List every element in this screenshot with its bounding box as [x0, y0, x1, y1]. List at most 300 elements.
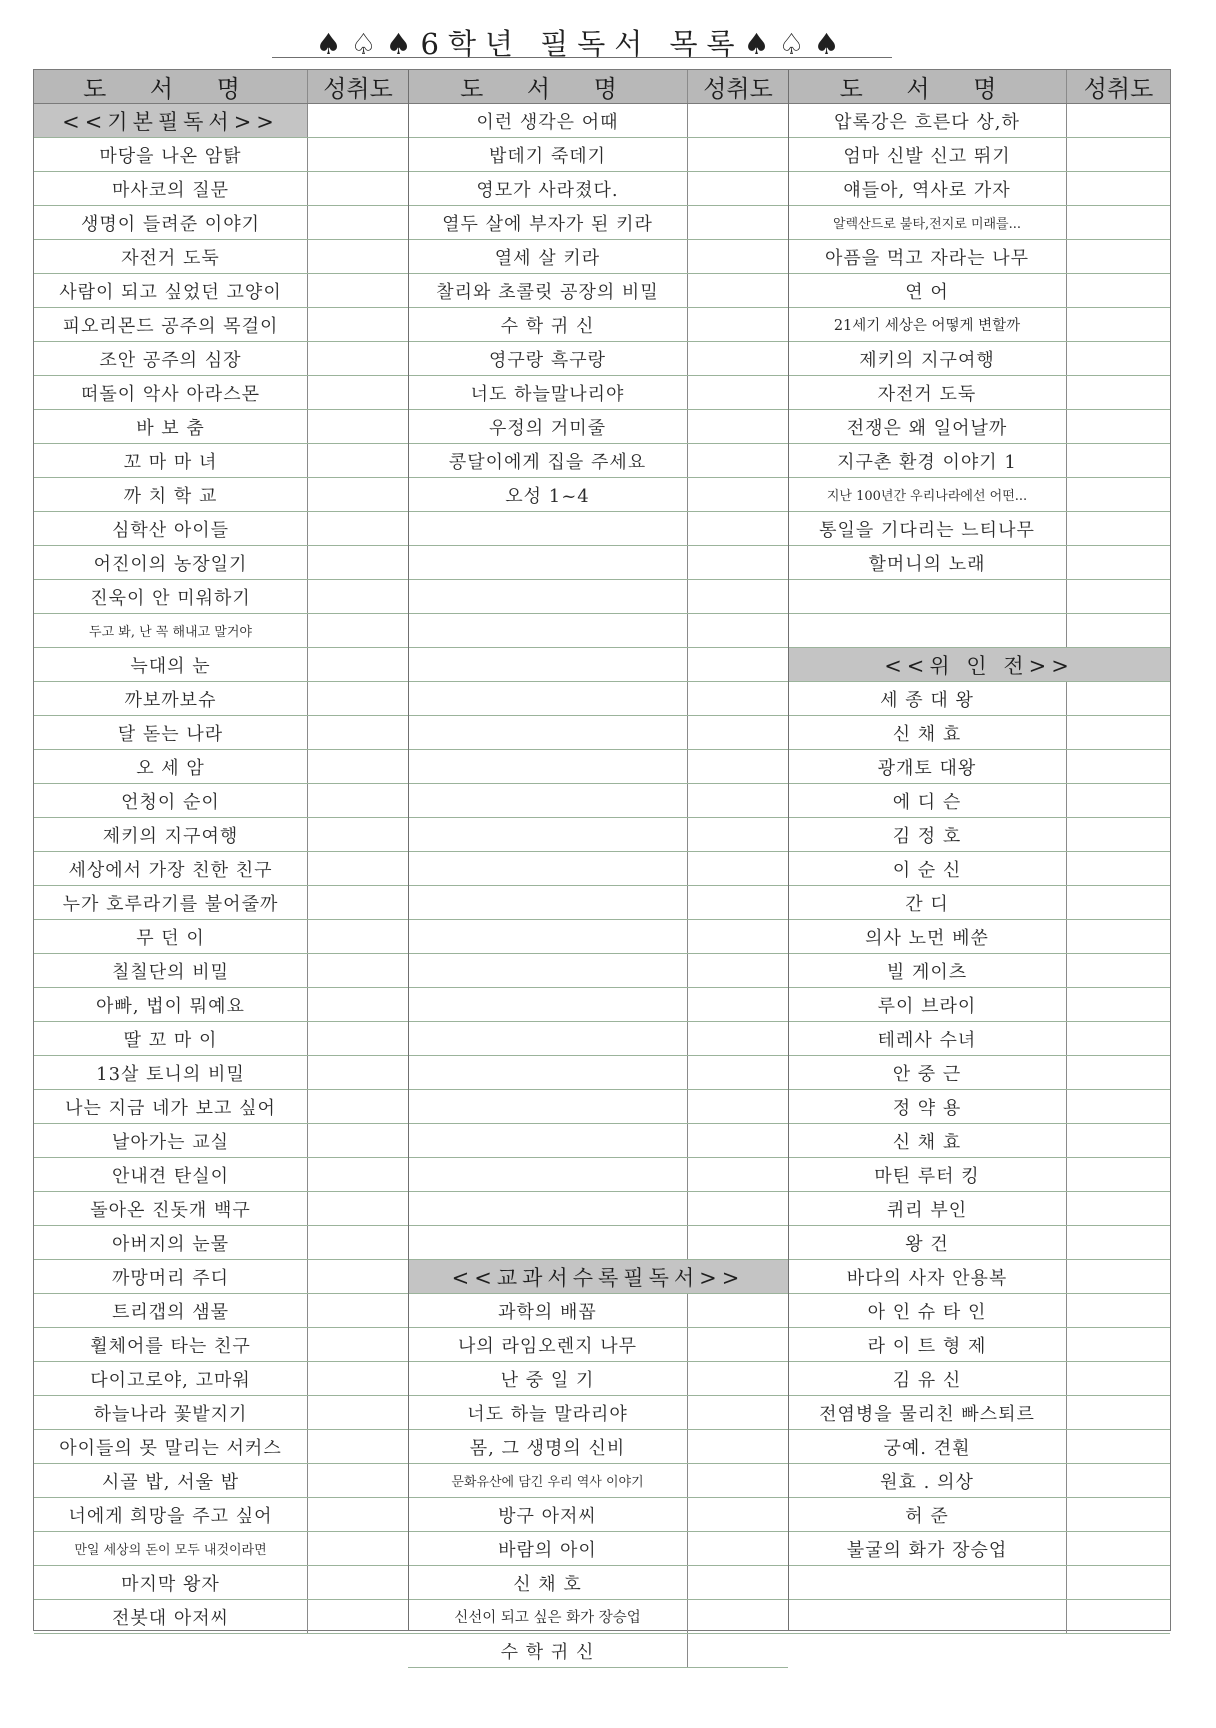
achievement-cell[interactable]: [1066, 1498, 1170, 1531]
achievement-cell[interactable]: [687, 308, 788, 341]
achievement-cell[interactable]: [687, 682, 788, 715]
achievement-cell[interactable]: [307, 682, 408, 715]
table-row: [788, 852, 1170, 886]
book-column-3: [788, 70, 1170, 1630]
table-row: [408, 1396, 788, 1430]
table-row: [408, 1532, 788, 1566]
achievement-cell[interactable]: [687, 478, 788, 511]
book-title: 열두 살에 부자가 된 키라: [442, 213, 653, 235]
table-row: [408, 1600, 788, 1634]
book-title: 아빠, 법이 뭐예요: [96, 995, 245, 1017]
table-row: [408, 410, 788, 444]
section-title: <<기본필독서>>: [62, 109, 279, 134]
achievement-cell[interactable]: [1066, 1158, 1170, 1191]
table-row: [34, 308, 408, 342]
page-title: ♠♤♠6학년 필독서 목록♠♤♠: [315, 27, 849, 61]
achievement-cell[interactable]: [687, 954, 788, 987]
book-title: 너도 하늘 말라리야: [467, 1403, 628, 1425]
book-title: 안내견 탄실이: [111, 1165, 230, 1187]
table-row: [408, 1124, 788, 1158]
book-title: 전염병을 물리친 빠스퇴르: [819, 1403, 1035, 1425]
empty-title-cell: [788, 1600, 1066, 1633]
achievement-cell[interactable]: [307, 1158, 408, 1191]
table-row: [408, 1158, 788, 1192]
achievement-cell[interactable]: [1066, 988, 1170, 1021]
book-title: 김 정 호: [892, 825, 962, 847]
achievement-cell[interactable]: [1066, 614, 1170, 647]
book-title: 신 채 효: [892, 1131, 962, 1153]
table-row: [788, 1396, 1170, 1430]
table-row: [34, 886, 408, 920]
achievement-cell[interactable]: [687, 1600, 788, 1633]
book-title: 테레사 수녀: [877, 1029, 977, 1051]
empty-title-cell: [408, 1226, 687, 1259]
achievement-cell[interactable]: [307, 1192, 408, 1225]
book-title: 칠칠단의 비밀: [111, 961, 230, 983]
achievement-cell[interactable]: [307, 1328, 408, 1361]
book-title: 어진이의 농장일기: [93, 553, 248, 575]
table-row: [788, 1226, 1170, 1260]
table-row: [788, 1498, 1170, 1532]
book-title: 21세기 세상은 어떻게 변할까: [833, 318, 1021, 334]
achievement-cell[interactable]: [687, 818, 788, 851]
table-row: [408, 920, 788, 954]
table-row: [408, 886, 788, 920]
table-row: [408, 784, 788, 818]
table-row: [408, 104, 788, 138]
achievement-cell[interactable]: [307, 1498, 408, 1531]
book-title: 휠체어를 타는 친구: [90, 1335, 251, 1357]
table-row: [408, 546, 788, 580]
achievement-cell[interactable]: [307, 1430, 408, 1463]
book-title: 지구촌 환경 이야기 1: [837, 451, 1017, 473]
table-row: [34, 1430, 408, 1464]
achievement-cell[interactable]: [1066, 818, 1170, 851]
achievement-cell[interactable]: [1066, 920, 1170, 953]
achievement-cell[interactable]: [307, 818, 408, 851]
book-title: 열세 살 키라: [494, 247, 601, 269]
achievement-cell[interactable]: [687, 920, 788, 953]
achievement-cell[interactable]: [1066, 410, 1170, 443]
achievement-cell[interactable]: [1066, 444, 1170, 477]
achievement-cell[interactable]: [1066, 478, 1170, 511]
achievement-cell[interactable]: [307, 784, 408, 817]
achievement-cell[interactable]: [687, 172, 788, 205]
achievement-cell[interactable]: [687, 1090, 788, 1123]
table-row: [34, 1192, 408, 1226]
achievement-cell[interactable]: [1066, 376, 1170, 409]
table-row: [408, 682, 788, 716]
table-row: [34, 138, 408, 172]
achievement-cell[interactable]: [307, 274, 408, 307]
table-row: [788, 274, 1170, 308]
achievement-cell[interactable]: [1066, 342, 1170, 375]
table-row: [408, 750, 788, 784]
table-row: [788, 1532, 1170, 1566]
table-row: [408, 1362, 788, 1396]
empty-title-cell: [408, 546, 687, 579]
table-row: [788, 546, 1170, 580]
achievement-cell[interactable]: [687, 614, 788, 647]
achievement-cell[interactable]: [1066, 138, 1170, 171]
section-header-row: [788, 648, 1170, 682]
empty-title-cell: [408, 512, 687, 545]
book-title: 언청이 순이: [121, 791, 220, 813]
column-divider: [788, 70, 789, 1630]
empty-title-cell: [408, 1158, 687, 1191]
achievement-cell[interactable]: [1066, 1362, 1170, 1395]
achievement-cell[interactable]: [1066, 1090, 1170, 1123]
achievement-cell[interactable]: [307, 1464, 408, 1497]
table-row: [788, 1090, 1170, 1124]
achievement-cell[interactable]: [307, 954, 408, 987]
achievement-cell[interactable]: [687, 784, 788, 817]
achievement-cell[interactable]: [687, 1022, 788, 1055]
book-title: 심학산 아이들: [111, 519, 230, 541]
achievement-cell[interactable]: [1066, 1328, 1170, 1361]
achievement-cell[interactable]: [687, 1124, 788, 1157]
achievement-cell[interactable]: [687, 648, 788, 681]
achievement-cell[interactable]: [307, 648, 408, 681]
table-row: [788, 988, 1170, 1022]
achievement-cell[interactable]: [1066, 1056, 1170, 1089]
achievement-cell[interactable]: [307, 1056, 408, 1089]
book-title: 딸 꼬 마 이: [123, 1029, 218, 1051]
achievement-cell[interactable]: [307, 580, 408, 613]
book-title: 루이 브라이: [877, 995, 977, 1017]
book-title: 마사코의 질문: [111, 179, 230, 201]
header-achievement: 성취도: [687, 70, 788, 103]
table-row: [408, 954, 788, 988]
book-title: 돌아온 진돗개 백구: [90, 1199, 251, 1221]
achievement-cell[interactable]: [687, 206, 788, 239]
book-title: 만일 세상의 돈이 모두 내것이라면: [74, 1543, 267, 1558]
book-title: 불굴의 화가 장승업: [846, 1539, 1008, 1561]
book-title: 문화유산에 담긴 우리 역사 이야기: [451, 1475, 644, 1490]
achievement-cell[interactable]: [1066, 240, 1170, 273]
column-divider: [408, 70, 409, 1630]
achievement-cell[interactable]: [307, 342, 408, 375]
achievement-cell[interactable]: [687, 852, 788, 885]
achievement-cell[interactable]: [1066, 308, 1170, 341]
empty-title-cell: [788, 614, 1066, 647]
book-title: 피오리몬드 공주의 목걸이: [62, 315, 279, 337]
book-title: 알렉산드로 불타,전지로 미래를...: [832, 217, 1022, 232]
table-row: [408, 172, 788, 206]
header-book-title: 도 서 명: [460, 75, 635, 103]
book-title: 정 약 용: [892, 1097, 962, 1119]
book-title: 조안 공주의 심장: [99, 349, 242, 371]
achievement-cell[interactable]: [687, 1158, 788, 1191]
book-title: 의사 노먼 베쑨: [865, 927, 989, 949]
achievement-cell[interactable]: [687, 1532, 788, 1565]
achievement-cell[interactable]: [687, 1226, 788, 1259]
achievement-cell[interactable]: [1066, 716, 1170, 749]
achievement-cell[interactable]: [687, 886, 788, 919]
section-header-row: [408, 1260, 788, 1294]
book-title: 원효 . 의상: [880, 1471, 974, 1493]
table-row: [408, 1022, 788, 1056]
achievement-cell[interactable]: [687, 988, 788, 1021]
achievement-cell[interactable]: [687, 1192, 788, 1225]
achievement-cell[interactable]: [307, 1362, 408, 1395]
achievement-cell[interactable]: [307, 1396, 408, 1429]
table-row: [408, 988, 788, 1022]
table-row: [408, 716, 788, 750]
achievement-cell[interactable]: [1066, 1532, 1170, 1565]
book-title: 진욱이 안 미워하기: [90, 587, 251, 609]
achievement-cell[interactable]: [687, 1056, 788, 1089]
table-row: [408, 614, 788, 648]
book-title: 시골 밥, 서울 밥: [101, 1471, 240, 1493]
table-row: [34, 920, 408, 954]
table-row: [408, 648, 788, 682]
table-row: [408, 138, 788, 172]
empty-title-cell: [408, 682, 687, 715]
achievement-cell[interactable]: [1066, 1464, 1170, 1497]
achievement-cell[interactable]: [687, 274, 788, 307]
table-row: [34, 682, 408, 716]
book-title: 세상에서 가장 친한 친구: [68, 859, 273, 881]
achievement-cell[interactable]: [687, 546, 788, 579]
table-row: [788, 138, 1170, 172]
achievement-cell[interactable]: [687, 410, 788, 443]
table-row: [34, 1022, 408, 1056]
achievement-cell[interactable]: [1066, 954, 1170, 987]
table-row: [788, 920, 1170, 954]
achievement-cell[interactable]: [307, 1260, 408, 1293]
table-row: [788, 1158, 1170, 1192]
achievement-cell[interactable]: [1066, 1600, 1170, 1633]
book-title: 밥데기 죽데기: [488, 145, 607, 167]
book-title: 통일을 기다리는 느티나무: [819, 519, 1035, 541]
achievement-cell[interactable]: [307, 1226, 408, 1259]
achievement-cell[interactable]: [307, 410, 408, 443]
achievement-cell[interactable]: [307, 1022, 408, 1055]
achievement-cell[interactable]: [1066, 206, 1170, 239]
achievement-cell[interactable]: [307, 886, 408, 919]
achievement-cell[interactable]: [307, 478, 408, 511]
achievement-cell[interactable]: [1066, 1396, 1170, 1429]
table-row: [788, 1600, 1170, 1634]
title-underline: [272, 57, 892, 58]
table-row: [408, 478, 788, 512]
book-title: 허 준: [905, 1505, 949, 1527]
table-row: [34, 1362, 408, 1396]
table-row: [788, 1362, 1170, 1396]
table-row: [408, 1430, 788, 1464]
achievement-cell[interactable]: [687, 580, 788, 613]
book-title: 신선이 되고 싶은 화가 장승업: [454, 1610, 641, 1626]
book-title: 난 중 일 기: [500, 1369, 595, 1391]
book-title: 달 돋는 나라: [117, 723, 224, 745]
achievement-cell[interactable]: [307, 104, 408, 137]
table-row: [788, 818, 1170, 852]
achievement-cell[interactable]: [1066, 580, 1170, 613]
table-row: [788, 104, 1170, 138]
table-row: [788, 512, 1170, 546]
table-row: [788, 206, 1170, 240]
achievement-cell[interactable]: [687, 1498, 788, 1531]
table-row: [788, 410, 1170, 444]
book-title: 사람이 되고 싶었던 고양이: [59, 281, 282, 303]
book-title: 전쟁은 왜 일어날까: [846, 417, 1008, 439]
book-title: 할머니의 노래: [868, 553, 986, 575]
table-row: [34, 818, 408, 852]
table-row: [408, 1192, 788, 1226]
achievement-cell[interactable]: [687, 1362, 788, 1395]
header-achievement: 성취도: [307, 70, 408, 103]
table-row: [408, 580, 788, 614]
table-row: [34, 172, 408, 206]
book-title: 안 중 근: [892, 1063, 962, 1085]
achievement-cell[interactable]: [307, 512, 408, 545]
achievement-cell[interactable]: [687, 104, 788, 137]
achievement-cell[interactable]: [1066, 750, 1170, 783]
table-row: [788, 886, 1170, 920]
table-row: [34, 648, 408, 682]
book-title: 마틴 루터 킹: [874, 1165, 980, 1187]
book-title: 과학의 배꼽: [498, 1301, 597, 1323]
achievement-cell[interactable]: [687, 750, 788, 783]
reading-list-table: [33, 69, 1171, 1663]
achievement-cell[interactable]: [307, 1090, 408, 1123]
table-row: [408, 1498, 788, 1532]
column-header: [34, 70, 408, 104]
achievement-cell[interactable]: [1066, 852, 1170, 885]
achievement-cell[interactable]: [307, 988, 408, 1021]
achievement-cell[interactable]: [1066, 1294, 1170, 1327]
table-row: [34, 1600, 408, 1634]
achievement-cell[interactable]: [307, 750, 408, 783]
achievement-cell[interactable]: [1066, 104, 1170, 137]
book-title: 오 세 암: [136, 757, 205, 779]
achievement-cell[interactable]: [307, 546, 408, 579]
table-row: [34, 580, 408, 614]
achievement-cell[interactable]: [1066, 1260, 1170, 1293]
table-row: [34, 852, 408, 886]
book-title: 지난 100년간 우리나라에선 어떤...: [826, 489, 1028, 504]
achievement-cell[interactable]: [1066, 172, 1170, 205]
achievement-cell[interactable]: [1066, 1226, 1170, 1259]
column-header: [408, 70, 788, 104]
achievement-cell[interactable]: [687, 342, 788, 375]
achievement-cell[interactable]: [1066, 1566, 1170, 1599]
achievement-cell[interactable]: [307, 852, 408, 885]
table-row: [34, 342, 408, 376]
achievement-cell[interactable]: [1066, 1192, 1170, 1225]
table-row: [788, 172, 1170, 206]
table-row: [34, 376, 408, 410]
achievement-cell[interactable]: [307, 1566, 408, 1599]
table-row: [788, 240, 1170, 274]
achievement-cell[interactable]: [687, 138, 788, 171]
section-title: <<위 인 전>>: [884, 653, 1074, 678]
table-row: [408, 308, 788, 342]
achievement-cell[interactable]: [1066, 512, 1170, 545]
table-row: [34, 1056, 408, 1090]
achievement-cell[interactable]: [307, 138, 408, 171]
achievement-cell[interactable]: [687, 1566, 788, 1599]
achievement-cell[interactable]: [1066, 546, 1170, 579]
achievement-cell[interactable]: [307, 920, 408, 953]
table-row: [788, 1464, 1170, 1498]
empty-title-cell: [788, 1566, 1066, 1599]
achievement-cell[interactable]: [307, 206, 408, 239]
header-book-title: 도 서 명: [83, 75, 258, 103]
table-row: [34, 478, 408, 512]
achievement-cell[interactable]: [307, 172, 408, 205]
achievement-cell[interactable]: [1066, 1430, 1170, 1463]
achievement-cell[interactable]: [307, 240, 408, 273]
book-title: 다이고로야, 고마워: [90, 1369, 251, 1391]
achievement-cell[interactable]: [1066, 682, 1170, 715]
achievement-cell[interactable]: [1066, 1022, 1170, 1055]
achievement-cell[interactable]: [687, 1328, 788, 1361]
table-row: [34, 1328, 408, 1362]
book-title: 광개토 대왕: [877, 757, 977, 779]
achievement-cell[interactable]: [307, 376, 408, 409]
achievement-cell[interactable]: [307, 716, 408, 749]
empty-title-cell: [408, 1022, 687, 1055]
table-row: [34, 274, 408, 308]
table-row: [34, 1532, 408, 1566]
table-row: [788, 750, 1170, 784]
achievement-cell[interactable]: [687, 240, 788, 273]
table-row: [34, 1498, 408, 1532]
achievement-cell[interactable]: [307, 1532, 408, 1565]
achievement-cell[interactable]: [687, 444, 788, 477]
achievement-cell[interactable]: [1066, 784, 1170, 817]
column-header: [788, 70, 1170, 104]
achievement-cell[interactable]: [687, 376, 788, 409]
achievement-cell[interactable]: [687, 1396, 788, 1429]
table-row: [34, 1464, 408, 1498]
achievement-cell[interactable]: [307, 1124, 408, 1157]
table-row: [788, 1328, 1170, 1362]
achievement-cell[interactable]: [687, 716, 788, 749]
table-row: [34, 1124, 408, 1158]
achievement-cell[interactable]: [307, 444, 408, 477]
achievement-cell[interactable]: [687, 1464, 788, 1497]
achievement-cell[interactable]: [1066, 274, 1170, 307]
book-title: 까망머리 주디: [111, 1267, 230, 1289]
achievement-cell[interactable]: [687, 1430, 788, 1463]
table-row: [34, 784, 408, 818]
book-title: 얘들아, 역사로 가자: [843, 179, 1011, 201]
achievement-cell[interactable]: [687, 512, 788, 545]
book-title: 누가 호루라기를 불어줄까: [62, 893, 279, 915]
table-row: [408, 342, 788, 376]
book-title: 날아가는 교실: [111, 1131, 230, 1153]
book-title: 압록강은 흐른다 상,하: [834, 111, 1020, 133]
book-title: 트리갭의 샘물: [111, 1301, 230, 1323]
table-row: [788, 342, 1170, 376]
achievement-cell[interactable]: [1066, 1124, 1170, 1157]
table-row: [34, 954, 408, 988]
achievement-cell[interactable]: [687, 1294, 788, 1327]
achievement-cell[interactable]: [1066, 886, 1170, 919]
book-title: 제키의 지구여행: [102, 825, 239, 847]
achievement-cell[interactable]: [307, 1600, 408, 1633]
achievement-cell[interactable]: [687, 1634, 788, 1667]
book-title: 빌 게이츠: [886, 961, 968, 983]
achievement-cell[interactable]: [307, 308, 408, 341]
achievement-cell[interactable]: [307, 614, 408, 647]
book-title: 두고 봐, 난 꼭 해내고 말거야: [89, 625, 252, 640]
book-title: 오성 1~4: [505, 485, 590, 507]
achievement-cell[interactable]: [307, 1294, 408, 1327]
